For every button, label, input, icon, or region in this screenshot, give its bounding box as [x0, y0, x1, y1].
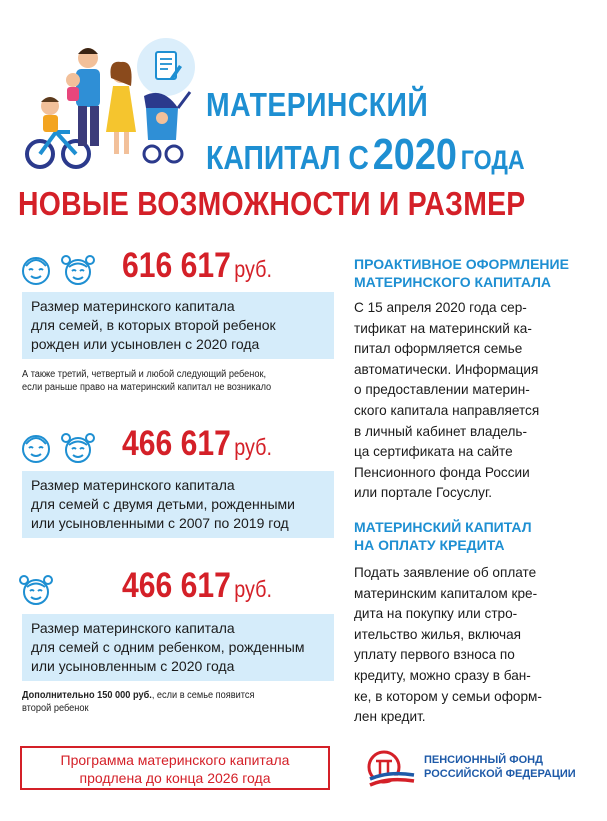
subtitle: НОВЫЕ ВОЗМОЖНОСТИ И РАЗМЕР	[18, 185, 526, 222]
title-capital-text: КАПИТАЛ С	[206, 139, 369, 176]
note-1: А также третий, четвертый и любой следующий ребенок, если раньше право на материнский капитал не возникало	[22, 369, 272, 393]
family-illustration	[18, 36, 203, 172]
amount-value: 466 617	[122, 424, 231, 463]
children-icon-one	[18, 572, 54, 608]
amount-3	[122, 566, 272, 606]
note-rest: , если в семье появится второй ребенок	[22, 690, 255, 714]
description-box-1: Размер материнского капитала для семей, в которых второй ребенок рожден или усыновлен с 2020 года	[22, 292, 334, 359]
children-icons-two-second	[18, 430, 96, 466]
title-year: 2020	[372, 130, 457, 179]
section-credit-title: МАТЕРИНСКИЙ КАПИТАЛ НА ОПЛАТУ КРЕДИТА	[354, 519, 532, 553]
pfr-name: ПЕНСИОННЫЙ ФОНД РОССИЙСКОЙ ФЕДЕРАЦИИ	[424, 754, 576, 780]
description-box-3: Размер материнского капитала для семей с одним ребенком, рожденным или усыновленным с 2020 года	[22, 614, 334, 681]
girl-face-icon	[60, 252, 96, 288]
description-box-2: Размер материнского капитала для семей с двумя детьми, рожденными или усыновленными с 2007 по 2019 год	[22, 471, 334, 538]
note-3	[22, 689, 316, 715]
section-credit-text: Подать заявление об оплате материнским капиталом кре- дита на покупку или стро- ительство жилья, включая уплату первого взноса по кредиту, можно сразу в бан- ке, в котором у семьи оформ- лен кредит.	[354, 565, 542, 725]
amount-value: 466 617	[122, 566, 231, 605]
boy-face-icon	[18, 252, 54, 288]
boy-face-icon	[18, 430, 54, 466]
section-proactive-title: ПРОАКТИВНОЕ ОФОРМЛЕНИЕ МАТЕРИНСКОГО КАПИТАЛА	[354, 256, 569, 290]
amount-2	[122, 424, 272, 464]
amount-currency: руб.	[234, 256, 272, 282]
main-title-line1: МАТЕРИНСКИЙ	[206, 86, 429, 123]
children-icons-two	[18, 252, 96, 288]
amount-1	[122, 246, 272, 286]
pfr-logo	[366, 749, 416, 789]
girl-face-icon	[60, 430, 96, 466]
main-title-line2	[206, 130, 525, 180]
note-bold: Дополнительно 150 000 руб.	[22, 690, 152, 701]
amount-value: 616 617	[122, 246, 231, 285]
section-proactive-text: С 15 апреля 2020 года сер- тификат на материнский ка- питал оформляется семье автоматически. Информация о предоставлении материн- ского капитала направляется в личный кабинет владель- ца сертификата на сайте Пенсионного фонда России или портале Госуслуг.	[354, 300, 540, 501]
title-year-suffix: ГОДА	[460, 145, 525, 175]
amount-currency: руб.	[234, 434, 272, 460]
girl-face-icon	[18, 572, 54, 608]
program-extension-box: Программа материнского капитала продлена до конца 2026 года	[20, 746, 330, 790]
amount-currency: руб.	[234, 576, 272, 602]
